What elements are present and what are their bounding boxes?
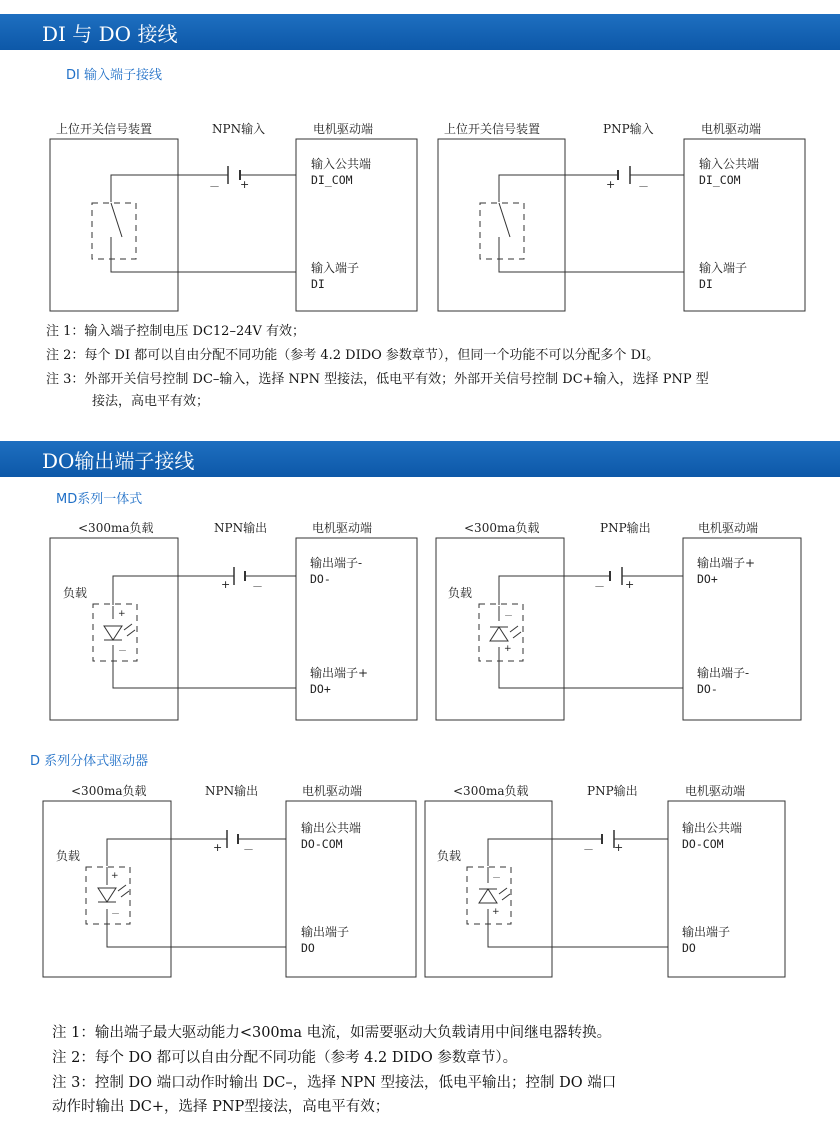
di-npn-switch [111, 203, 122, 237]
md-npn-load-limit: <300ma负载 [78, 521, 154, 535]
plus-sign: + [221, 578, 231, 591]
di-npn-input-cn: 输入端子 [311, 261, 360, 275]
md-pnp-out-plus-cn: 输出端子+ [697, 556, 756, 570]
md-pnp-driver-label: 电机驱动端 [698, 521, 759, 535]
d-subtitle: D 系列分体式驱动器 [30, 754, 149, 769]
di-pnp-common-cn: 输入公共端 [699, 157, 760, 171]
d-pnp-type-label: PNP输出 [587, 784, 638, 798]
d-npn-common-cn: 输出公共端 [301, 821, 362, 835]
md-pnp-out-minus-cn: 输出端子- [697, 666, 750, 680]
di-npn-input-code: DI [311, 277, 325, 291]
minus-sign: － [118, 647, 128, 657]
md-subtitle: MD系列一体式 [56, 492, 143, 507]
minus-sign: － [492, 874, 502, 884]
di-npn-device-box [50, 139, 178, 311]
plus-sign: + [614, 841, 624, 854]
di-pnp-type-label: PNP输入 [603, 122, 654, 136]
md-pnp-load-limit: <300ma负载 [464, 521, 540, 535]
d-pnp-out-code: DO [682, 941, 696, 955]
di-pnp-input-code: DI [699, 277, 713, 291]
di-pnp-device-label: 上位开关信号装置 [444, 122, 541, 136]
minus-sign: － [243, 843, 254, 856]
d-npn-out-cn: 输出端子 [301, 925, 350, 939]
di-npn-type-label: NPN输入 [212, 122, 266, 136]
plus-sign: + [492, 907, 500, 917]
md-npn-out-minus-code: DO- [310, 572, 331, 586]
md-pnp-out-minus-code: DO- [697, 682, 718, 696]
di-subtitle: DI 输入端子接线 [66, 68, 162, 83]
do-note-2: 注 2：每个 DO 都可以自由分配不同功能（参考 4.2 DIDO 参数章节）。 [52, 1050, 518, 1066]
d-pnp-load: 负载 [437, 849, 462, 863]
plus-sign: + [606, 178, 616, 191]
di-pnp-input-cn: 输入端子 [699, 261, 748, 275]
d-npn-driver-label: 电机驱动端 [302, 784, 363, 798]
do-note-3-cont: 动作时输出 DC+，选择 PNP型接法，高电平有效； [52, 1099, 390, 1115]
md-npn-out-minus-cn: 输出端子- [310, 556, 363, 570]
d-pnp-driver-label: 电机驱动端 [685, 784, 746, 798]
md-pnp-out-plus-code: DO+ [697, 572, 718, 586]
di-note-3-cont: 接法，高电平有效； [92, 394, 210, 409]
d-pnp-out-cn: 输出端子 [682, 925, 731, 939]
md-npn-load: 负载 [63, 586, 88, 600]
plus-sign: + [240, 178, 250, 191]
plus-sign: + [111, 871, 119, 881]
banner-title: DO输出端子接线 [42, 449, 195, 473]
di-pnp-driver-label: 电机驱动端 [701, 122, 762, 136]
d-npn-common-code: DO-COM [301, 837, 343, 851]
di-note-1: 注 1：输入端子控制电压 DC12–24V 有效； [46, 324, 306, 339]
di-npn-top-wire [111, 175, 296, 202]
minus-sign: － [638, 180, 649, 193]
di-npn-device-label: 上位开关信号装置 [56, 122, 153, 136]
minus-sign: － [594, 580, 605, 593]
plus-sign: + [504, 644, 512, 654]
md-npn-out-plus-code: DO+ [310, 682, 331, 696]
di-note-2: 注 2：每个 DI 都可以自由分配不同功能（参考 4.2 DIDO 参数章节），但同一个功能不可以分配多个 DI。 [46, 348, 660, 363]
minus-sign: － [209, 180, 220, 193]
md-npn-type-label: NPN输出 [214, 521, 268, 535]
minus-sign: － [504, 612, 514, 622]
di-pnp-device-box [438, 139, 565, 311]
d-npn-load-limit: <300ma负载 [71, 784, 147, 798]
plus-sign: + [213, 841, 223, 854]
do-note-1: 注 1：输出端子最大驱动能力<300ma 电流，如需要驱动大负载请用中间继电器转换。 [52, 1025, 612, 1041]
plus-sign: + [625, 578, 635, 591]
di-npn-bottom-wire [111, 237, 296, 272]
md-npn-driver-label: 电机驱动端 [312, 521, 373, 535]
d-npn-out-code: DO [301, 941, 315, 955]
di-npn-common-code: DI_COM [311, 173, 353, 187]
md-pnp-type-label: PNP输出 [600, 521, 651, 535]
plus-sign: + [118, 609, 126, 619]
di-npn-common-cn: 输入公共端 [311, 157, 372, 171]
d-pnp-common-cn: 输出公共端 [682, 821, 743, 835]
md-npn-out-plus-cn: 输出端子+ [310, 666, 369, 680]
md-pnp-load: 负载 [448, 586, 473, 600]
minus-sign: － [583, 843, 594, 856]
do-note-3: 注 3：控制 DO 端口动作时输出 DC–，选择 NPN 型接法，低电平输出；控制 DO 端口 [52, 1075, 617, 1091]
d-pnp-common-code: DO-COM [682, 837, 724, 851]
d-pnp-load-limit: <300ma负载 [453, 784, 529, 798]
di-note-3: 注 3：外部开关信号控制 DC–输入，选择 NPN 型接法，低电平有效；外部开关信号控制 DC+输入，选择 PNP 型 [46, 372, 709, 387]
di-npn-driver-label: 电机驱动端 [313, 122, 374, 136]
di-pnp-common-code: DI_COM [699, 173, 741, 187]
d-npn-load: 负载 [56, 849, 81, 863]
banner-title: DI 与 DO 接线 [42, 22, 178, 46]
d-npn-type-label: NPN输出 [205, 784, 259, 798]
minus-sign: － [252, 580, 263, 593]
minus-sign: － [111, 910, 121, 920]
